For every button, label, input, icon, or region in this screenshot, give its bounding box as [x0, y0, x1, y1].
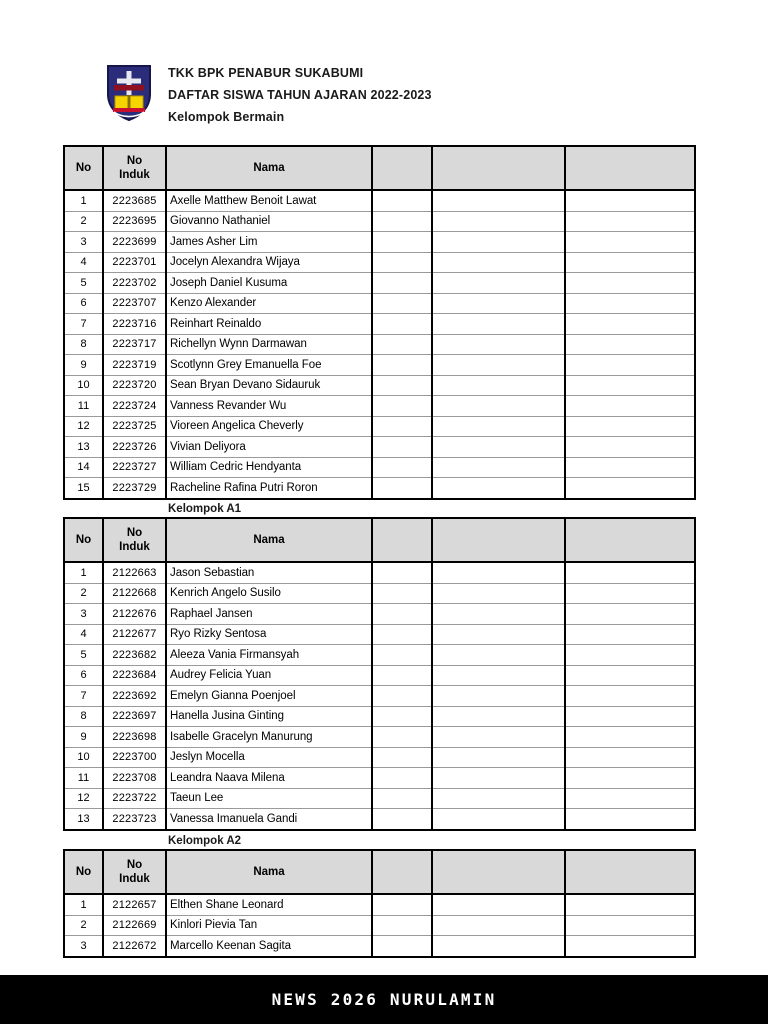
column-header-no-induk-line1: No	[126, 858, 143, 871]
table-row	[64, 293, 695, 314]
cell-blank-1	[372, 273, 432, 294]
column-header-blank-2	[432, 518, 565, 562]
table-row	[64, 211, 695, 232]
cell-blank-2	[432, 624, 565, 645]
cell-induk: 2223692	[103, 686, 166, 707]
table-body	[64, 894, 695, 957]
cell-induk: 2223685	[103, 190, 166, 211]
cell-blank-1	[372, 936, 432, 957]
cell-blank-3	[565, 706, 695, 727]
cell-nama: Racheline Rafina Putri Roron	[166, 478, 372, 499]
cell-blank-3	[565, 686, 695, 707]
cell-nama: Taeun Lee	[166, 788, 372, 809]
table-row	[64, 604, 695, 625]
cell-blank-1	[372, 788, 432, 809]
cell-blank-1	[372, 809, 432, 830]
column-header-no: No	[64, 518, 103, 562]
cell-blank-3	[565, 375, 695, 396]
cell-nama: Kenzo Alexander	[166, 293, 372, 314]
cell-nama: Marcello Keenan Sagita	[166, 936, 372, 957]
cell-blank-2	[432, 334, 565, 355]
cell-blank-2	[432, 273, 565, 294]
cell-no: 15	[64, 478, 103, 499]
cell-blank-1	[372, 624, 432, 645]
cell-nama: Vanness Revander Wu	[166, 396, 372, 417]
cell-nama: Jeslyn Mocella	[166, 747, 372, 768]
table-row	[64, 457, 695, 478]
table-row	[64, 665, 695, 686]
cell-nama: Ryo Rizky Sentosa	[166, 624, 372, 645]
cell-blank-3	[565, 562, 695, 583]
table-row	[64, 190, 695, 211]
cell-nama: Vioreen Angelica Cheverly	[166, 416, 372, 437]
cell-blank-1	[372, 894, 432, 915]
cell-blank-2	[432, 809, 565, 830]
cell-blank-3	[565, 583, 695, 604]
cell-blank-3	[565, 665, 695, 686]
cell-blank-3	[565, 232, 695, 253]
table-row	[64, 562, 695, 583]
cell-nama: Scotlynn Grey Emanuella Foe	[166, 355, 372, 376]
cell-blank-2	[432, 252, 565, 273]
cell-blank-3	[565, 334, 695, 355]
cell-nama: Leandra Naava Milena	[166, 768, 372, 789]
cell-blank-1	[372, 915, 432, 936]
cell-blank-2	[432, 293, 565, 314]
cell-induk: 2223701	[103, 252, 166, 273]
cell-induk: 2223698	[103, 727, 166, 748]
group-name: Kelompok Bermain	[168, 110, 285, 124]
cell-blank-3	[565, 809, 695, 830]
cell-induk: 2223702	[103, 273, 166, 294]
table-row	[64, 645, 695, 666]
cell-blank-3	[565, 457, 695, 478]
cell-blank-1	[372, 727, 432, 748]
cell-nama: Reinhart Reinaldo	[166, 314, 372, 335]
cell-no: 5	[64, 273, 103, 294]
cell-blank-2	[432, 437, 565, 458]
cell-induk: 2223697	[103, 706, 166, 727]
cell-blank-3	[565, 190, 695, 211]
cell-no: 14	[64, 457, 103, 478]
cell-nama: Giovanno Nathaniel	[166, 211, 372, 232]
column-header-nama: Nama	[166, 518, 372, 562]
cell-blank-3	[565, 894, 695, 915]
cell-nama: James Asher Lim	[166, 232, 372, 253]
cell-blank-3	[565, 915, 695, 936]
cell-blank-3	[565, 396, 695, 417]
cell-induk: 2223699	[103, 232, 166, 253]
cell-induk: 2122657	[103, 894, 166, 915]
school-name: TKK BPK PENABUR SUKABUMI	[168, 66, 364, 80]
cell-blank-1	[372, 416, 432, 437]
table-body	[64, 562, 695, 830]
column-header-blank-3	[565, 850, 695, 894]
cell-blank-1	[372, 457, 432, 478]
cell-blank-1	[372, 604, 432, 625]
cell-no: 12	[64, 788, 103, 809]
cell-nama: Joseph Daniel Kusuma	[166, 273, 372, 294]
cell-blank-1	[372, 293, 432, 314]
cell-blank-1	[372, 686, 432, 707]
cell-blank-2	[432, 768, 565, 789]
cell-no: 2	[64, 583, 103, 604]
cell-no: 7	[64, 314, 103, 335]
cell-no: 12	[64, 416, 103, 437]
cell-blank-1	[372, 211, 432, 232]
table-row	[64, 915, 695, 936]
student-table-kelompok-bermain	[63, 145, 696, 500]
cell-blank-2	[432, 457, 565, 478]
cell-blank-1	[372, 252, 432, 273]
table-header-row	[64, 518, 695, 562]
table-row	[64, 583, 695, 604]
cell-blank-1	[372, 562, 432, 583]
column-header-no-induk-line1: No	[126, 526, 143, 539]
cell-no: 1	[64, 894, 103, 915]
column-header-blank-1	[372, 146, 432, 190]
table-row	[64, 478, 695, 499]
cell-blank-3	[565, 293, 695, 314]
cell-no: 2	[64, 211, 103, 232]
table-row	[64, 396, 695, 417]
cell-no: 6	[64, 293, 103, 314]
cell-blank-3	[565, 211, 695, 232]
column-header-no-induk-line2: Induk	[119, 873, 150, 885]
cell-no: 8	[64, 334, 103, 355]
section-caption-kelompok-a1: Kelompok A1	[168, 503, 242, 515]
cell-no: 5	[64, 645, 103, 666]
table-row	[64, 437, 695, 458]
cell-blank-2	[432, 665, 565, 686]
table-row	[64, 706, 695, 727]
cell-blank-1	[372, 334, 432, 355]
cell-induk: 2223726	[103, 437, 166, 458]
column-header-no-induk	[103, 518, 166, 562]
cell-induk: 2223725	[103, 416, 166, 437]
table-row	[64, 375, 695, 396]
column-header-blank-2	[432, 850, 565, 894]
cell-no: 3	[64, 232, 103, 253]
table-row	[64, 768, 695, 789]
table-row	[64, 727, 695, 748]
cell-blank-2	[432, 747, 565, 768]
cell-blank-1	[372, 747, 432, 768]
document-header	[63, 62, 703, 132]
cell-blank-1	[372, 768, 432, 789]
cell-induk: 2223695	[103, 211, 166, 232]
table-row	[64, 252, 695, 273]
cell-blank-3	[565, 416, 695, 437]
column-header-blank-3	[565, 518, 695, 562]
cell-blank-3	[565, 604, 695, 625]
cell-blank-3	[565, 355, 695, 376]
cell-blank-2	[432, 645, 565, 666]
table-row	[64, 894, 695, 915]
cell-induk: 2223722	[103, 788, 166, 809]
table-header-row	[64, 146, 695, 190]
cell-blank-1	[372, 645, 432, 666]
cell-nama: Audrey Felicia Yuan	[166, 665, 372, 686]
column-header-blank-1	[372, 850, 432, 894]
table-row	[64, 273, 695, 294]
cell-induk: 2122669	[103, 915, 166, 936]
cell-blank-2	[432, 232, 565, 253]
cell-blank-2	[432, 416, 565, 437]
table-row	[64, 232, 695, 253]
cell-induk: 2122668	[103, 583, 166, 604]
cell-nama: Sean Bryan Devano Sidauruk	[166, 375, 372, 396]
footer-watermark-text: NEWS 2026 NURULAMIN	[271, 990, 497, 1009]
column-header-no-induk-line2: Induk	[119, 541, 150, 553]
cell-blank-2	[432, 562, 565, 583]
column-header-blank-2	[432, 146, 565, 190]
column-header-no-induk-line2: Induk	[119, 169, 150, 181]
cell-nama: Axelle Matthew Benoit Lawat	[166, 190, 372, 211]
table-row	[64, 355, 695, 376]
cell-induk: 2122663	[103, 562, 166, 583]
cell-blank-2	[432, 355, 565, 376]
cell-blank-1	[372, 396, 432, 417]
cell-no: 3	[64, 936, 103, 957]
cell-blank-2	[432, 727, 565, 748]
column-header-no-induk-line1: No	[126, 154, 143, 167]
table-row	[64, 624, 695, 645]
cell-blank-3	[565, 768, 695, 789]
cell-nama: Vanessa Imanuela Gandi	[166, 809, 372, 830]
cell-blank-2	[432, 936, 565, 957]
column-header-no: No	[64, 146, 103, 190]
table-row	[64, 416, 695, 437]
table-row	[64, 809, 695, 830]
cell-blank-2	[432, 190, 565, 211]
cell-no: 1	[64, 190, 103, 211]
table-row	[64, 314, 695, 335]
cell-no: 8	[64, 706, 103, 727]
cell-blank-1	[372, 232, 432, 253]
cell-blank-2	[432, 396, 565, 417]
cell-induk: 2223724	[103, 396, 166, 417]
cell-no: 4	[64, 624, 103, 645]
cell-nama: Kinlori Pievia Tan	[166, 915, 372, 936]
cell-nama: Raphael Jansen	[166, 604, 372, 625]
cell-induk: 2223719	[103, 355, 166, 376]
column-header-blank-1	[372, 518, 432, 562]
cell-blank-2	[432, 478, 565, 499]
cell-blank-2	[432, 314, 565, 335]
cell-blank-1	[372, 437, 432, 458]
column-header-nama: Nama	[166, 850, 372, 894]
cell-nama: Richellyn Wynn Darmawan	[166, 334, 372, 355]
cell-nama: Aleeza Vania Firmansyah	[166, 645, 372, 666]
cell-nama: Vivian Deliyora	[166, 437, 372, 458]
cell-nama: Elthen Shane Leonard	[166, 894, 372, 915]
cell-induk: 2223684	[103, 665, 166, 686]
column-header-no: No	[64, 850, 103, 894]
student-table-kelompok-a1	[63, 517, 696, 831]
cell-no: 7	[64, 686, 103, 707]
cell-blank-2	[432, 894, 565, 915]
cell-nama: Jason Sebastian	[166, 562, 372, 583]
cell-blank-2	[432, 788, 565, 809]
table-row	[64, 788, 695, 809]
cell-induk: 2122676	[103, 604, 166, 625]
cell-induk: 2223716	[103, 314, 166, 335]
cell-blank-1	[372, 190, 432, 211]
cell-nama: Kenrich Angelo Susilo	[166, 583, 372, 604]
cell-nama: William Cedric Hendyanta	[166, 457, 372, 478]
table-row	[64, 747, 695, 768]
cell-induk: 2223707	[103, 293, 166, 314]
cell-no: 1	[64, 562, 103, 583]
cell-blank-3	[565, 273, 695, 294]
cell-nama: Emelyn Gianna Poenjoel	[166, 686, 372, 707]
cell-blank-3	[565, 624, 695, 645]
cell-no: 13	[64, 437, 103, 458]
cell-induk: 2223723	[103, 809, 166, 830]
cell-blank-1	[372, 314, 432, 335]
cell-blank-3	[565, 727, 695, 748]
document-subtitle: DAFTAR SISWA TAHUN AJARAN 2022-2023	[168, 88, 432, 102]
cell-induk: 2223729	[103, 478, 166, 499]
cell-blank-3	[565, 252, 695, 273]
column-header-no-induk	[103, 850, 166, 894]
cell-no: 6	[64, 665, 103, 686]
cell-induk: 2223708	[103, 768, 166, 789]
column-header-blank-3	[565, 146, 695, 190]
cell-blank-1	[372, 665, 432, 686]
cell-blank-1	[372, 478, 432, 499]
cell-nama: Jocelyn Alexandra Wijaya	[166, 252, 372, 273]
footer-banner	[0, 975, 768, 1024]
cell-nama: Hanella Jusina Ginting	[166, 706, 372, 727]
cell-no: 4	[64, 252, 103, 273]
column-header-no-induk	[103, 146, 166, 190]
cell-blank-1	[372, 355, 432, 376]
cell-no: 3	[64, 604, 103, 625]
cell-no: 11	[64, 396, 103, 417]
table-header-row	[64, 850, 695, 894]
cell-blank-2	[432, 583, 565, 604]
cell-blank-1	[372, 706, 432, 727]
cell-blank-3	[565, 645, 695, 666]
cell-induk: 2122677	[103, 624, 166, 645]
cell-induk: 2223682	[103, 645, 166, 666]
cell-induk: 2122672	[103, 936, 166, 957]
cell-induk: 2223720	[103, 375, 166, 396]
cell-no: 10	[64, 375, 103, 396]
cell-blank-1	[372, 583, 432, 604]
cell-blank-3	[565, 437, 695, 458]
cell-no: 10	[64, 747, 103, 768]
cell-induk: 2223727	[103, 457, 166, 478]
cell-no: 13	[64, 809, 103, 830]
school-shield-crest-icon	[101, 64, 156, 126]
cell-no: 9	[64, 727, 103, 748]
cell-blank-3	[565, 788, 695, 809]
cell-blank-2	[432, 211, 565, 232]
cell-blank-2	[432, 686, 565, 707]
section-caption-kelompok-a2: Kelompok A2	[168, 835, 242, 847]
cell-blank-2	[432, 375, 565, 396]
table-row	[64, 936, 695, 957]
cell-blank-3	[565, 936, 695, 957]
table-row	[64, 686, 695, 707]
cell-blank-3	[565, 478, 695, 499]
cell-blank-2	[432, 604, 565, 625]
table-row	[64, 334, 695, 355]
cell-no: 2	[64, 915, 103, 936]
cell-no: 9	[64, 355, 103, 376]
table-body	[64, 190, 695, 499]
column-header-nama: Nama	[166, 146, 372, 190]
header-titles	[168, 62, 432, 124]
cell-blank-2	[432, 915, 565, 936]
cell-blank-3	[565, 747, 695, 768]
cell-blank-3	[565, 314, 695, 335]
cell-no: 11	[64, 768, 103, 789]
cell-nama: Isabelle Gracelyn Manurung	[166, 727, 372, 748]
cell-induk: 2223700	[103, 747, 166, 768]
cell-blank-1	[372, 375, 432, 396]
student-table-kelompok-a2	[63, 849, 696, 958]
cell-blank-2	[432, 706, 565, 727]
cell-induk: 2223717	[103, 334, 166, 355]
